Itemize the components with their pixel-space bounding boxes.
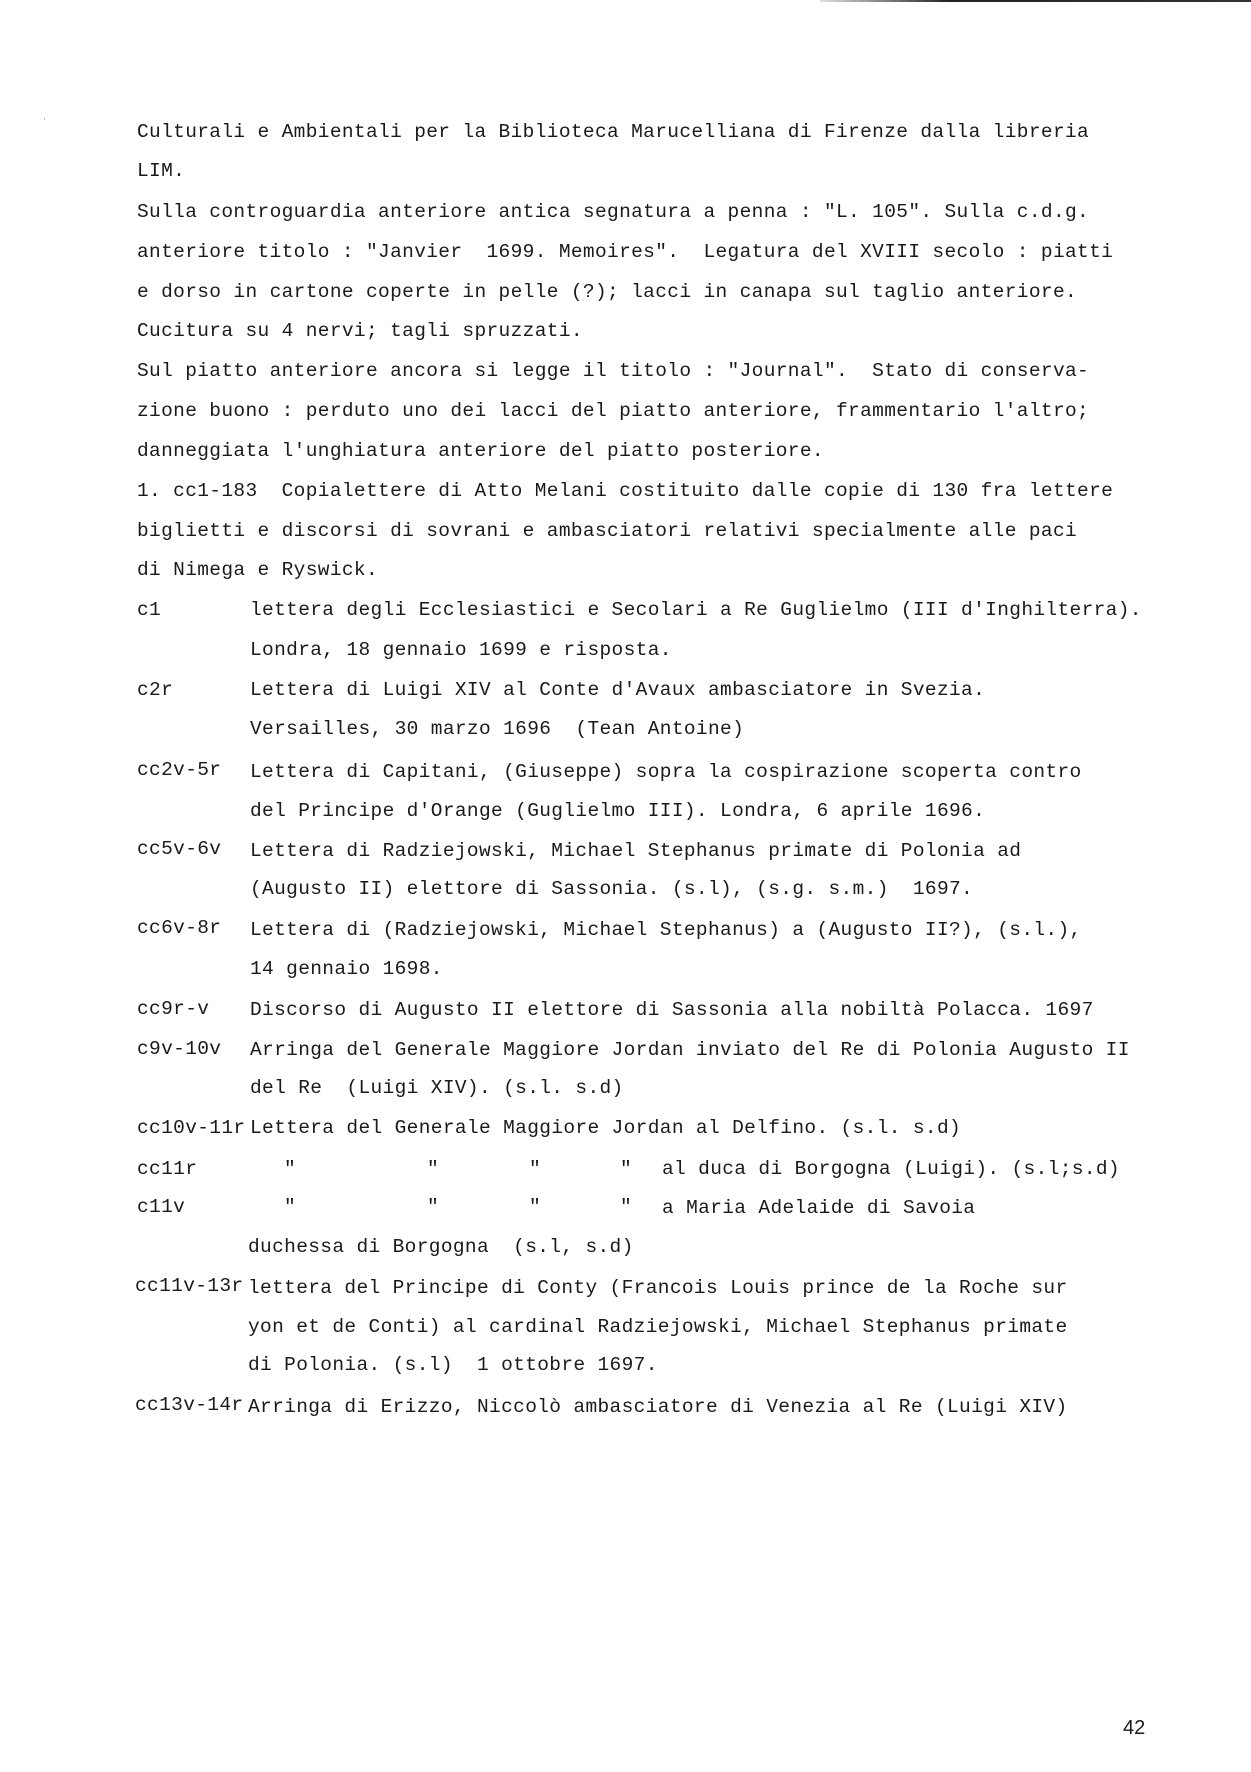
entry-line: del Principe d'Orange (Guglielmo III). Londra, 6 aprile 1696.: [250, 800, 986, 822]
entry-line: Lettera del Generale Maggiore Jordan al Delfino. (s.l. s.d): [250, 1117, 962, 1139]
entry-line: Arringa del Generale Maggiore Jordan inviato del Re di Polonia Augusto II: [250, 1039, 1130, 1061]
paragraph-line: Cucitura su 4 nervi; tagli spruzzati.: [137, 320, 583, 342]
entry-ref: c9v-10v: [137, 1038, 222, 1060]
entry-ref: cc11v-13r: [135, 1275, 244, 1297]
ditto-mark: ": [284, 1196, 296, 1218]
ditto-mark: ": [620, 1196, 632, 1218]
entry-line: (Augusto II) elettore di Sassonia. (s.l), (s.g. s.m.) 1697.: [250, 878, 974, 900]
entry-ref: cc2v-5r: [137, 759, 222, 781]
paragraph-line: LIM.: [137, 160, 186, 182]
entry-line: al duca di Borgogna (Luigi). (s.l;s.d): [662, 1158, 1120, 1180]
entry-ref: c1: [137, 599, 162, 621]
scan-speck: [44, 118, 45, 120]
entry-ref: cc9r-v: [137, 998, 210, 1020]
paragraph-line: e dorso in cartone coperte in pelle (?); lacci in canapa sul taglio anteriore.: [137, 281, 1078, 303]
entry-ref: c11v: [137, 1196, 186, 1218]
entry-ref: cc10v-11r: [137, 1117, 246, 1139]
entry-ref: cc13v-14r: [135, 1394, 244, 1416]
entry-line: Discorso di Augusto II elettore di Sassonia alla nobiltà Polacca. 1697: [250, 999, 1094, 1021]
entry-line: a Maria Adelaide di Savoia: [662, 1197, 976, 1219]
entry-line: del Re (Luigi XIV). (s.l. s.d): [250, 1077, 624, 1099]
paragraph-line: Sul piatto anteriore ancora si legge il titolo : "Journal". Stato di conserva-: [137, 360, 1090, 382]
section-line: di Nimega e Ryswick.: [137, 559, 379, 581]
ditto-mark: ": [427, 1196, 439, 1218]
ditto-mark: ": [620, 1158, 632, 1180]
ditto-mark: ": [284, 1158, 296, 1180]
paragraph-line: Culturali e Ambientali per la Biblioteca Marucelliana di Firenze dalla libreria: [137, 121, 1090, 143]
section-line: 1. cc1-183 Copialettere di Atto Melani costituito dalle copie di 130 fra lettere: [137, 480, 1114, 502]
entry-line: 14 gennaio 1698.: [250, 958, 443, 980]
entry-line: Londra, 18 gennaio 1699 e risposta.: [250, 639, 672, 661]
ditto-mark: ": [529, 1196, 541, 1218]
paragraph-line: zione buono : perduto uno dei lacci del piatto anteriore, frammentario l'altro;: [137, 400, 1090, 422]
entry-line: Lettera di (Radziejowski, Michael Stephanus) a (Augusto II?), (s.l.),: [250, 919, 1082, 941]
entry-line: duchessa di Borgogna (s.l, s.d): [248, 1236, 634, 1258]
entry-line: di Polonia. (s.l) 1 ottobre 1697.: [248, 1354, 658, 1376]
scan-edge: [820, 0, 1251, 2]
entry-line: yon et de Conti) al cardinal Radziejowski, Michael Stephanus primate: [248, 1316, 1068, 1338]
entry-line: Versailles, 30 marzo 1696 (Tean Antoine): [250, 718, 745, 740]
entry-ref: c2r: [137, 679, 174, 701]
ditto-mark: ": [529, 1158, 541, 1180]
entry-line: lettera degli Ecclesiastici e Secolari a Re Guglielmo (III d'Inghilterra).: [250, 599, 1142, 621]
entry-line: Lettera di Luigi XIV al Conte d'Avaux ambasciatore in Svezia.: [250, 679, 986, 701]
entry-ref: cc5v-6v: [137, 838, 222, 860]
entry-line: Lettera di Radziejowski, Michael Stephanus primate di Polonia ad: [250, 840, 1022, 862]
entry-line: Arringa di Erizzo, Niccolò ambasciatore di Venezia al Re (Luigi XIV): [248, 1396, 1068, 1418]
paragraph-line: anteriore titolo : "Janvier 1699. Memoires". Legatura del XVIII secolo : piatti: [137, 241, 1114, 263]
entry-line: lettera del Principe di Conty (Francois Louis prince de la Roche sur: [248, 1277, 1068, 1299]
paragraph-line: Sulla controguardia anteriore antica segnatura a penna : "L. 105". Sulla c.d.g.: [137, 201, 1090, 223]
page-number: 42: [1123, 1717, 1146, 1739]
entry-ref: cc6v-8r: [137, 917, 222, 939]
section-line: biglietti e discorsi di sovrani e ambasciatori relativi specialmente alle paci: [137, 520, 1078, 542]
entry-line: Lettera di Capitani, (Giuseppe) sopra la cospirazione scoperta contro: [250, 761, 1082, 783]
ditto-mark: ": [427, 1158, 439, 1180]
paragraph-line: danneggiata l'unghiatura anteriore del piatto posteriore.: [137, 440, 824, 462]
entry-ref: cc11r: [137, 1158, 198, 1180]
